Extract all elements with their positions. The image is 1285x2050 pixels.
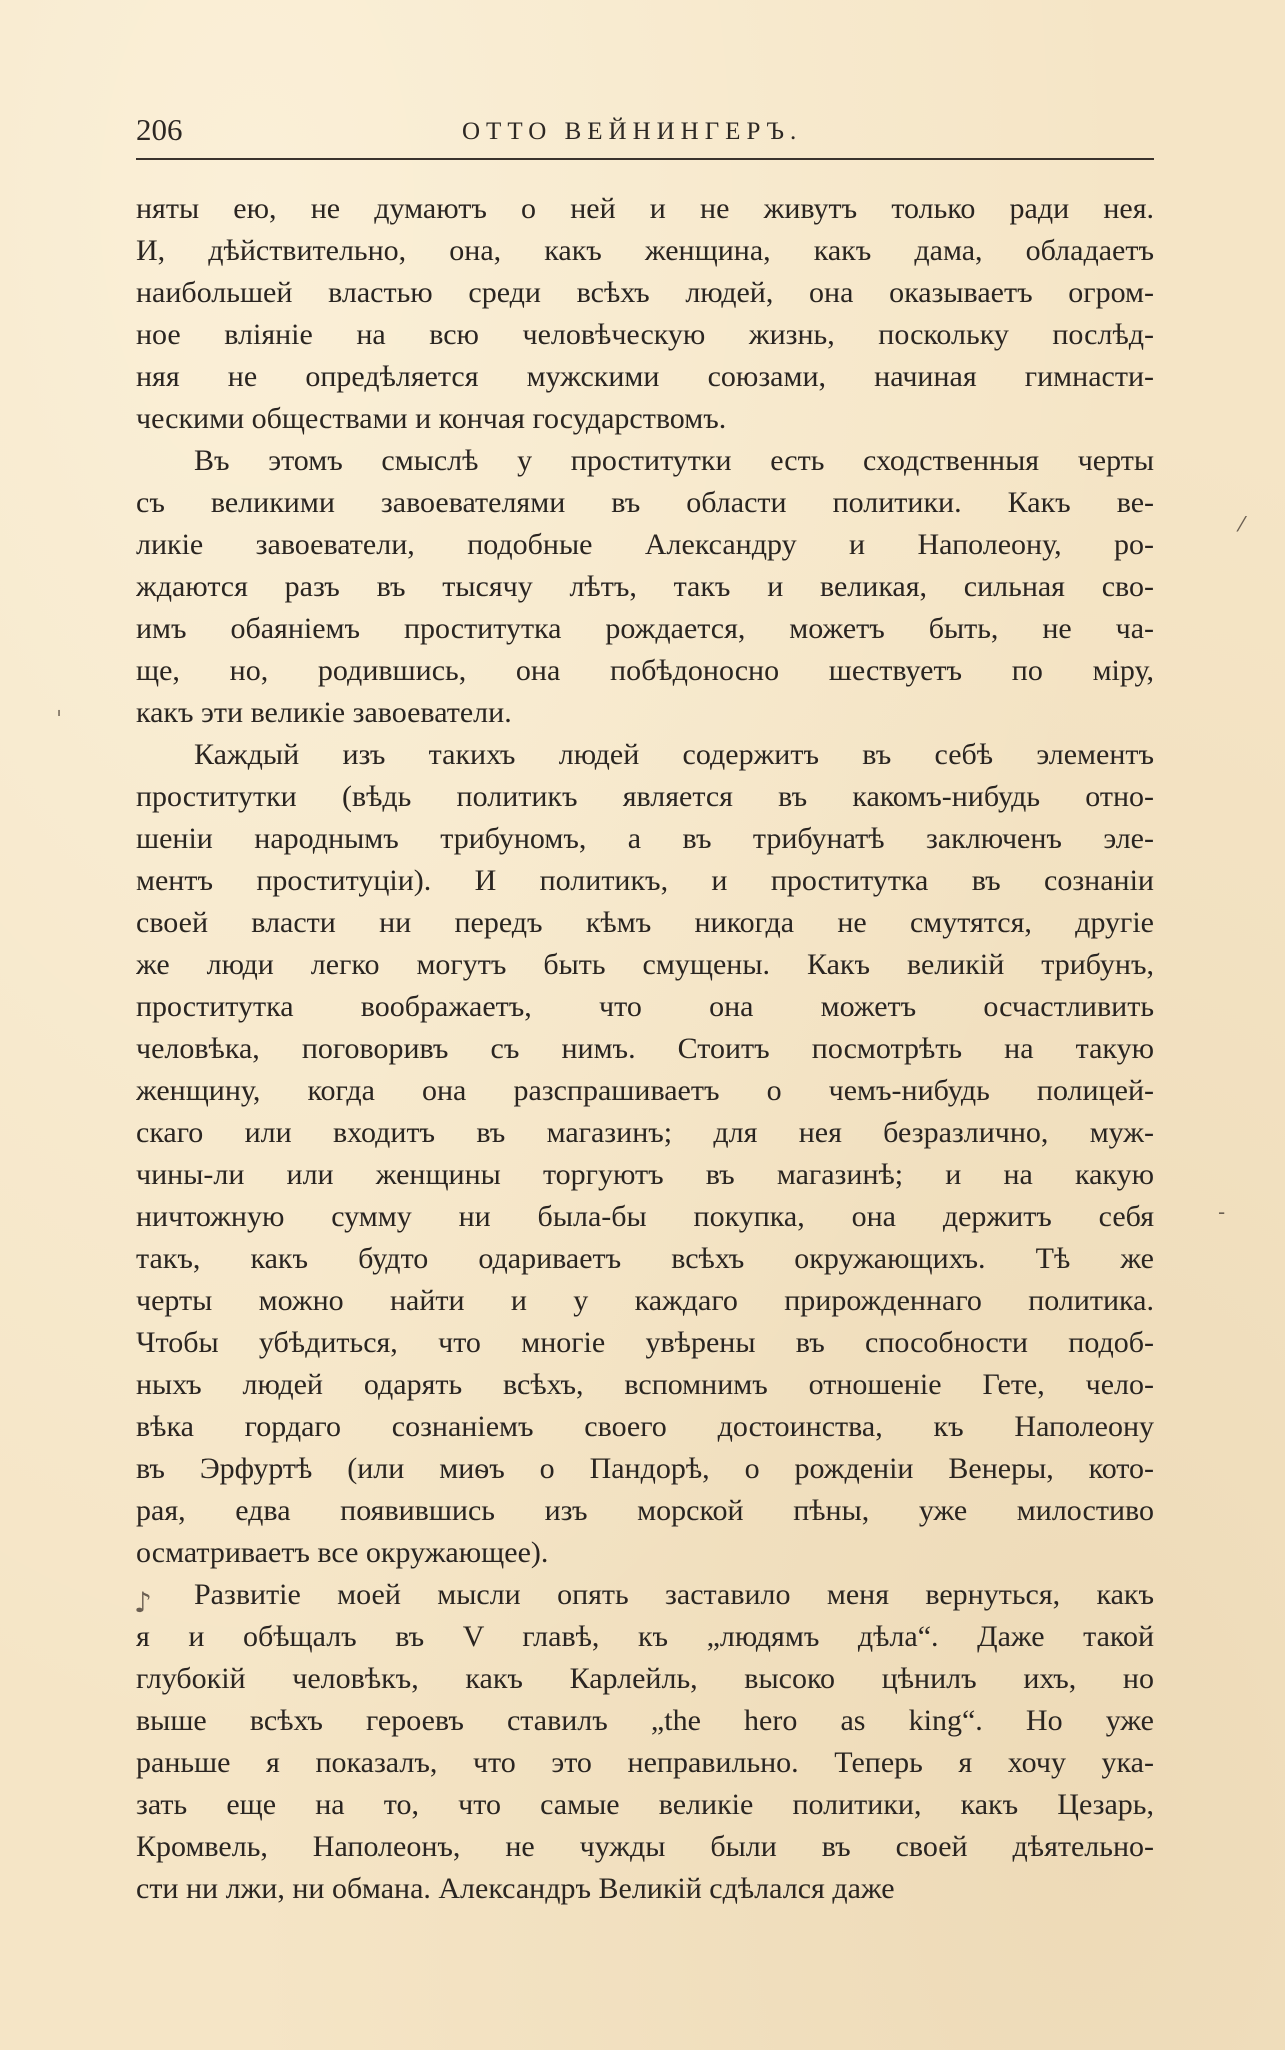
text-line: раньше я показалъ, что это неправильно. Теперь я хочу ука- xyxy=(136,1746,1154,1779)
paragraph xyxy=(136,440,1154,734)
text-line: имъ обаяніемъ проститутка рождается, можетъ быть, не ча- xyxy=(136,612,1154,645)
text-line: Развитіе моей мысли опять заставило меня вернуться, какъ xyxy=(194,1578,1154,1611)
text-line: Чтобы убѣдиться, что многіе увѣрены въ способности подоб- xyxy=(136,1326,1154,1359)
running-head: ОТТО ВЕЙНИНГЕРЪ. xyxy=(462,118,803,145)
text-line: И, дѣйствительно, она, какъ женщина, какъ дама, обладаетъ xyxy=(136,234,1154,267)
text-line: рая, едва появившись изъ морской пѣны, уже милостиво xyxy=(136,1494,1154,1527)
text-line: Въ этомъ смыслѣ у проститутки есть сходственныя черты xyxy=(194,444,1154,477)
text-line: своей власти ни передъ кѣмъ никогда не смутятся, другіе xyxy=(136,906,1154,939)
text-line: няты ею, не думаютъ о ней и не живутъ только ради нея. xyxy=(136,192,1154,225)
margin-tick-mark: ⁄ xyxy=(1240,512,1244,536)
text-line: наибольшей властью среди всѣхъ людей, она оказываетъ огром- xyxy=(136,276,1154,309)
margin-tick-mark: ˈ xyxy=(56,708,63,733)
page-header xyxy=(136,112,1154,164)
text-line: Каждый изъ такихъ людей содержитъ въ себѣ элементъ xyxy=(194,738,1154,771)
text-line: ческими обществами и кончая государствомъ. xyxy=(136,402,727,435)
text-line: я и обѣщалъ въ V главѣ, къ „людямъ дѣла“. Даже такой xyxy=(136,1620,1154,1653)
text-line: ще, но, родившись, она побѣдоносно шествуетъ по міру, xyxy=(136,654,1154,687)
text-line: осматриваетъ все окружающее). xyxy=(136,1536,549,1569)
text-line: скаго или входитъ въ магазинъ; для нея безразлично, муж- xyxy=(136,1116,1154,1149)
text-line: глубокій человѣкъ, какъ Карлейль, высоко цѣнилъ ихъ, но xyxy=(136,1662,1154,1695)
text-line: въ Эрфуртѣ (или миѳъ о Пандорѣ, о рожденіи Венеры, кото- xyxy=(136,1452,1154,1485)
body-text xyxy=(136,188,1154,1910)
text-line: ныхъ людей одарять всѣхъ, вспомнимъ отношеніе Гете, чело- xyxy=(136,1368,1154,1401)
text-line: ное вліяніе на всю человѣческую жизнь, поскольку послѣд- xyxy=(136,318,1154,351)
margin-tick-mark: ‐ xyxy=(1218,1200,1226,1224)
paragraph xyxy=(136,1574,1154,1910)
text-line: зать еще на то, что самые великіе политики, какъ Цезарь, xyxy=(136,1788,1154,1821)
margin-note-mark: ♪ xyxy=(134,1586,152,1619)
text-line: ментъ проституціи). И политикъ, и проститутка въ сознаніи xyxy=(136,864,1154,897)
text-line: такъ, какъ будто одариваетъ всѣхъ окружающихъ. Тѣ же xyxy=(136,1242,1154,1275)
text-line: няя не опредѣляется мужскими союзами, начиная гимнасти- xyxy=(136,360,1154,393)
text-line: Кромвель, Наполеонъ, не чужды были въ своей дѣятельно- xyxy=(136,1830,1154,1863)
text-line: ликіе завоеватели, подобные Александру и Наполеону, ро- xyxy=(136,528,1154,561)
text-line: черты можно найти и у каждаго прирожденнаго политика. xyxy=(136,1284,1154,1317)
text-line: сти ни лжи, ни обмана. Александръ Великій сдѣлался даже xyxy=(136,1872,895,1905)
text-line: вѣка гордаго сознаніемъ своего достоинства, къ Наполеону xyxy=(136,1410,1154,1443)
text-line: шеніи народнымъ трибуномъ, а въ трибунатѣ заключенъ эле- xyxy=(136,822,1154,855)
header-rule xyxy=(136,158,1154,160)
text-line: человѣка, поговоривъ съ нимъ. Стоитъ посмотрѣть на такую xyxy=(136,1032,1154,1065)
text-line: женщину, когда она разспрашиваетъ о чемъ-нибудь полицей- xyxy=(136,1074,1154,1107)
paragraph xyxy=(136,188,1154,440)
text-line: ждаются разъ въ тысячу лѣтъ, такъ и великая, сильная сво- xyxy=(136,570,1154,603)
page-number: 206 xyxy=(136,112,183,147)
text-line: же люди легко могутъ быть смущены. Какъ великій трибунъ, xyxy=(136,948,1154,981)
text-line: ничтожную сумму ни была-бы покупка, она держитъ себя xyxy=(136,1200,1154,1233)
text-line: какъ эти великіе завоеватели. xyxy=(136,696,512,729)
text-line: съ великими завоевателями въ области политики. Какъ ве- xyxy=(136,486,1154,519)
text-line: выше всѣхъ героевъ ставилъ „the hero as king“. Но уже xyxy=(136,1704,1154,1737)
text-line: проститутка воображаетъ, что она можетъ осчастливить xyxy=(136,990,1154,1023)
text-line: проститутки (вѣдь политикъ является въ какомъ-нибудь отно- xyxy=(136,780,1154,813)
text-line: чины-ли или женщины торгуютъ въ магазинѣ; и на какую xyxy=(136,1158,1154,1191)
paragraph xyxy=(136,734,1154,1574)
